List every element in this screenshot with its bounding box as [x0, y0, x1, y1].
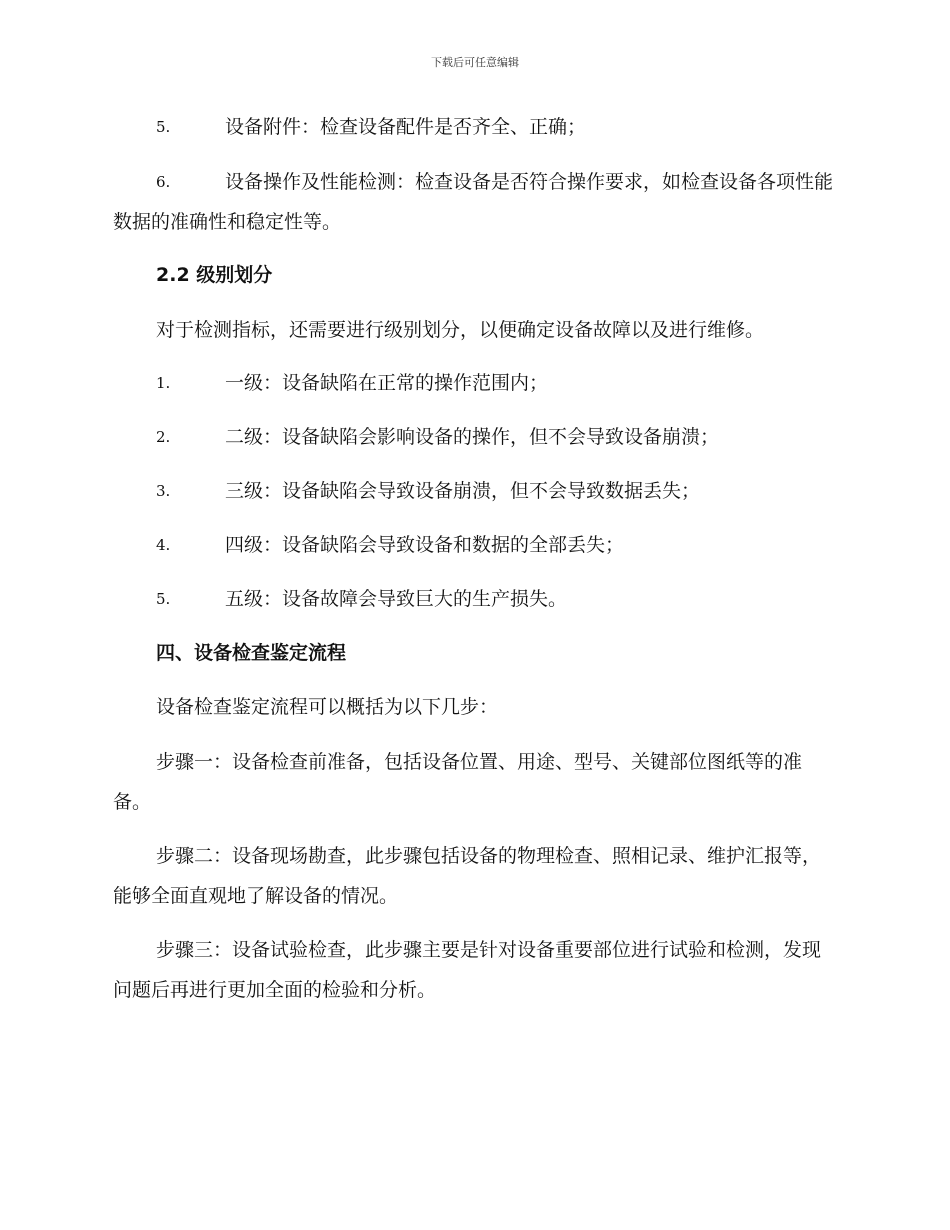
list-text: 二级：设备缺陷会影响设备的操作，但不会导致设备崩溃； — [225, 426, 720, 448]
list-text: 五级：设备故障会导致巨大的生产损失。 — [225, 588, 568, 610]
document-body — [113, 108, 833, 1024]
list-number: 2. — [156, 428, 171, 446]
list-text: 三级：设备缺陷会导致设备崩溃，但不会导致数据丢失； — [225, 480, 701, 502]
level-item-4 — [113, 526, 833, 564]
list-text: 四级：设备缺陷会导致设备和数据的全部丢失； — [225, 534, 625, 556]
page-header: 下载后可任意编辑 — [431, 56, 519, 69]
list-item-5 — [113, 108, 833, 146]
section-heading-2-2: 2.2 级别划分 — [156, 264, 273, 286]
list-number: 5. — [156, 590, 171, 608]
list-text: 设备操作及性能检测：检查设备是否符合操作要求，如检查设备各项性能数据的准确性和稳定性等。 — [113, 171, 834, 233]
section-heading-4: 四、设备检查鉴定流程 — [156, 642, 347, 664]
level-item-3 — [113, 472, 833, 510]
paragraph-grading: 对于检测指标，还需要进行级别划分，以便确定设备故障以及进行维修。 — [156, 319, 765, 341]
list-item-6 — [113, 162, 833, 242]
paragraph-step-1: 步骤一：设备检查前准备，包括设备位置、用途、型号、关键部位图纸等的准备。 — [113, 751, 803, 813]
paragraph-step-2: 步骤二：设备现场勘查，此步骤包括设备的物理检查、照相记录、维护汇报等，能够全面直观地了解设备的情况。 — [113, 845, 822, 907]
paragraph-intro: 设备检查鉴定流程可以概括为以下几步： — [156, 696, 499, 718]
paragraph-step-3: 步骤三：设备试验检查，此步骤主要是针对设备重要部位进行试验和检测，发现问题后再进行更加全面的检验和分析。 — [113, 939, 822, 1001]
list-number: 6. — [156, 173, 171, 191]
list-text: 设备附件：检查设备配件是否齐全、正确； — [225, 116, 587, 138]
level-item-5 — [113, 580, 833, 618]
list-number: 3. — [156, 482, 171, 500]
list-number: 1. — [156, 374, 171, 392]
level-item-2 — [113, 418, 833, 456]
level-item-1 — [113, 364, 833, 402]
list-text: 一级：设备缺陷在正常的操作范围内； — [225, 372, 549, 394]
list-number: 4. — [156, 536, 171, 554]
list-number: 5. — [156, 118, 171, 136]
